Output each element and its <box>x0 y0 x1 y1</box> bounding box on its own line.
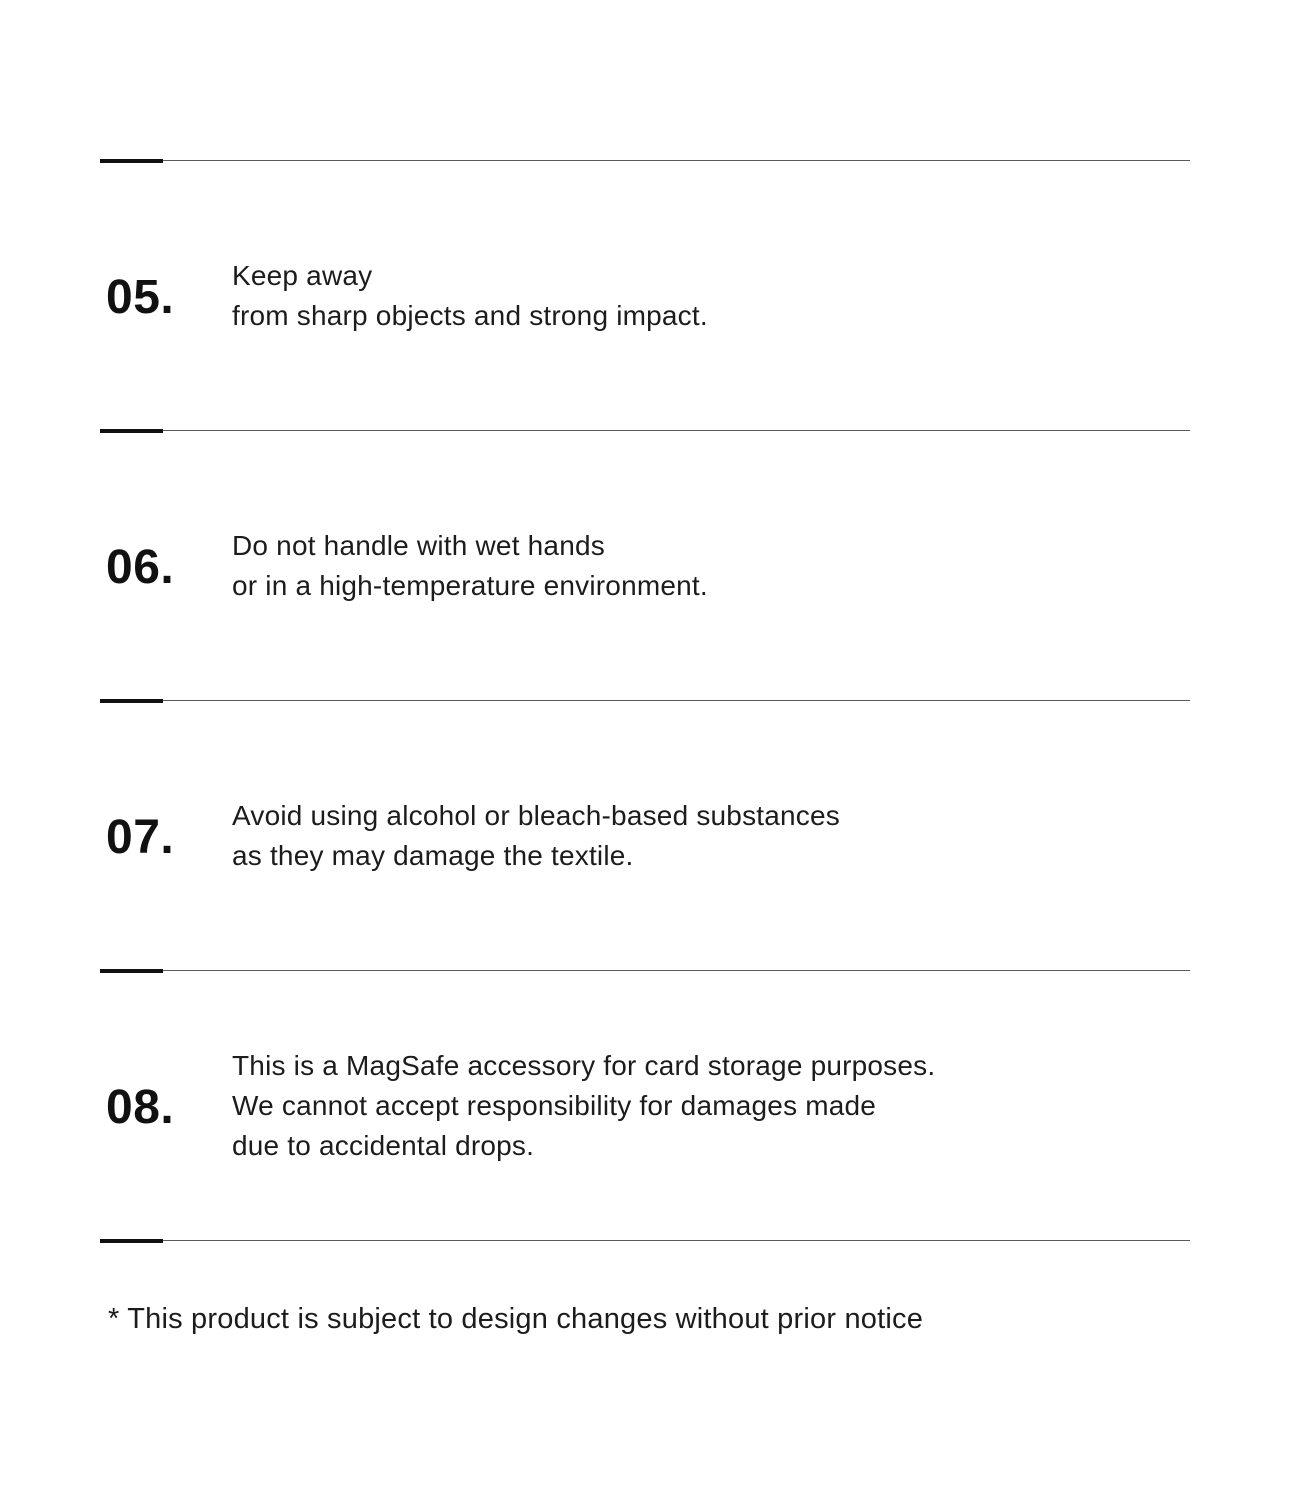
item-number: 07. <box>106 810 175 864</box>
section-divider <box>100 1240 1190 1241</box>
item-text-line: We cannot accept responsibility for damages made <box>232 1089 877 1121</box>
design-change-footnote: * This product is subject to design changes without prior notice <box>108 1303 924 1335</box>
item-text <box>232 256 708 336</box>
item-text-line: as they may damage the textile. <box>232 839 634 871</box>
item-text-line: or in a high-temperature environment. <box>232 569 708 601</box>
divider-accent-bar <box>100 969 163 973</box>
divider-accent-bar <box>100 159 163 163</box>
section-divider <box>100 700 1190 701</box>
divider-accent-bar <box>100 699 163 703</box>
section-divider <box>100 970 1190 971</box>
item-text-line: Do not handle with wet hands <box>232 529 605 561</box>
divider-accent-bar <box>100 1239 163 1243</box>
section-divider <box>100 430 1190 431</box>
care-instruction-item-07 <box>100 701 1190 970</box>
section-divider <box>100 160 1190 161</box>
item-number: 06. <box>106 540 175 594</box>
item-text <box>232 526 708 606</box>
item-text-line: Avoid using alcohol or bleach-based substances <box>232 799 840 831</box>
divider-accent-bar <box>100 429 163 433</box>
item-text-line: This is a MagSafe accessory for card storage purposes. <box>232 1049 936 1081</box>
care-instruction-item-08 <box>100 971 1190 1240</box>
item-number: 08. <box>106 1080 175 1134</box>
item-text-line: due to accidental drops. <box>232 1129 535 1161</box>
item-text-line: Keep away <box>232 259 373 291</box>
care-instruction-item-05 <box>100 161 1190 430</box>
item-text <box>232 1046 935 1166</box>
care-instruction-item-06 <box>100 431 1190 700</box>
item-text <box>232 796 840 876</box>
item-number: 05. <box>106 270 175 324</box>
item-text-line: from sharp objects and strong impact. <box>232 299 708 331</box>
